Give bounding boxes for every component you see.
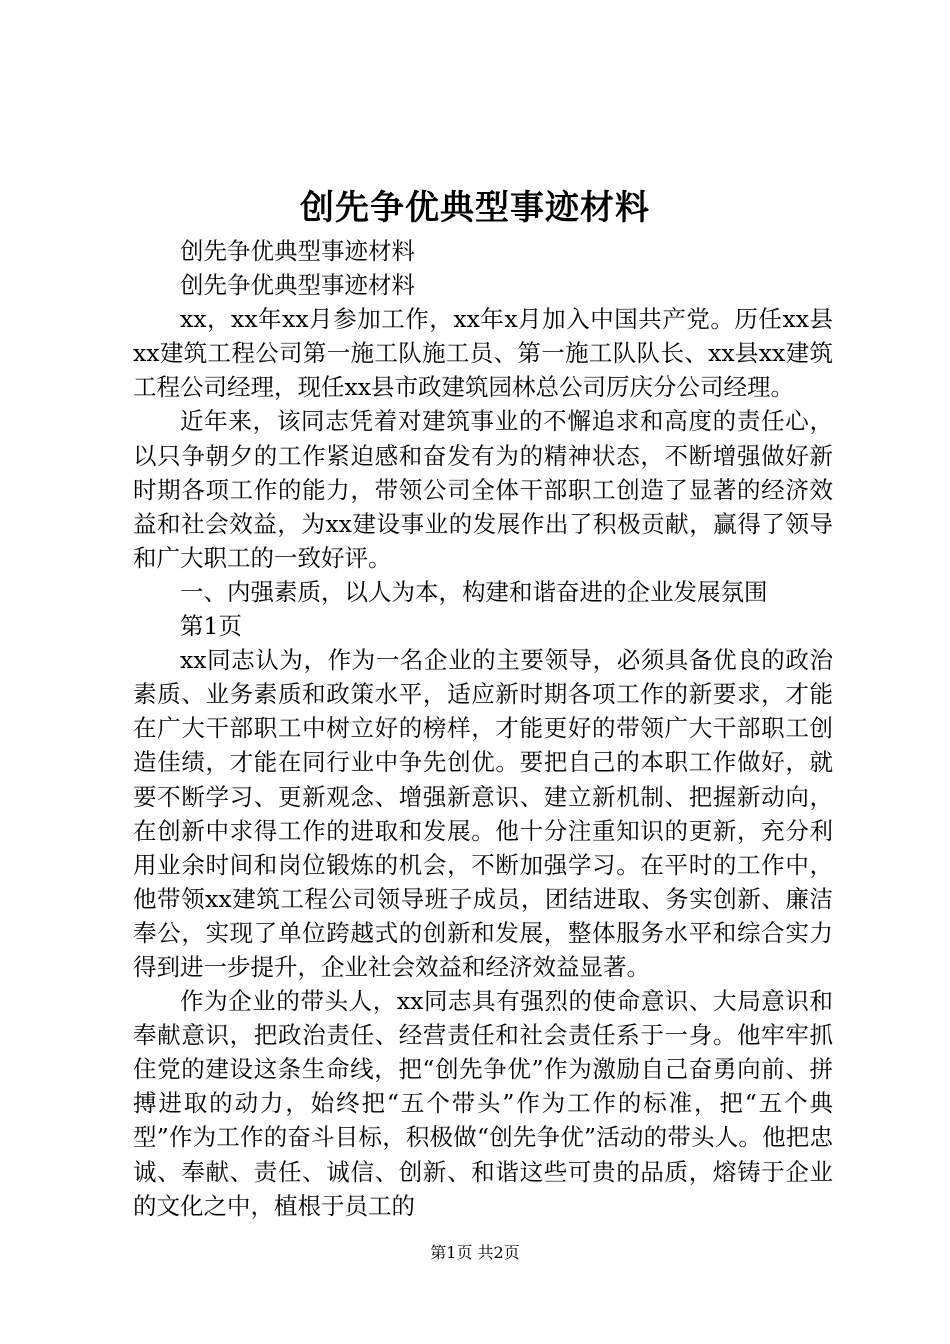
section-heading-1: 一、内强素质，以人为本，构建和谐奋进的企业发展氛围 (180, 577, 768, 606)
document-body (133, 234, 833, 1223)
paragraph-subtitle-2: 创先争优典型事迹材料 (180, 271, 415, 300)
paragraph-leadership: 作为企业的带头人，xx同志具有强烈的使命意识、大局意识和奉献意识，把政治责任、经营责任和社会责任系于一身。他牢牢抓住党的建设这条生命线，把“创先争优”作为激励自己奋勇向前、拼搏进取的动力，始终把“五个带头”作为工作的标准，把“五个典型”作为工作的奋斗目标，积极做“创先争优”活动的带头人。他把忠诚、奉献、责任、诚信、创新、和谐这些可贵的品质，熔铸于企业的文化之中，植根于员工的 (133, 987, 833, 1220)
paragraph-biography: xx，xx年xx月参加工作，xx年x月加入中国共产党。历任xx县xx建筑工程公司第一施工队施工员、第一施工队队长、xx县xx建筑工程公司经理，现任xx县市政建筑园林总公司厉庆分公司经理。 (133, 305, 833, 402)
page-footer: 第1页 共2页 (430, 1243, 520, 1262)
document-title: 创先争优典型事迹材料 (300, 188, 650, 228)
paragraph-summary: 近年来，该同志凭着对建筑事业的不懈追求和高度的责任心，以只争朝夕的工作紧迫感和奋发有为的精神状态，不断增强做好新时期各项工作的能力，带领公司全体干部职工创造了显著的经济效益和社会效益，为xx建设事业的发展作出了积极贡献，赢得了领导和广大职工的一致好评。 (133, 407, 833, 572)
inline-page-marker: 第1页 (180, 612, 242, 641)
paragraph-quality: xx同志认为，作为一名企业的主要领导，必须具备优良的政治素质、业务素质和政策水平，适应新时期各项工作的新要求，才能在广大干部职工中树立好的榜样，才能更好的带领广大干部职工创造佳绩，才能在同行业中争先创优。要把自己的本职工作做好，就要不断学习、更新观念、增强新意识、建立新机制、把握新动向，在创新中求得工作的进取和发展。他十分注重知识的更新，充分利用业余时间和岗位锻炼的机会，不断加强学习。在平时的工作中，他带领xx建筑工程公司领导班子成员，团结进取、务实创新、廉洁奉公，实现了单位跨越式的创新和发展，整体服务水平和综合实力得到进一步提升，企业社会效益和经济效益显著。 (133, 646, 833, 981)
paragraph-subtitle-1: 创先争优典型事迹材料 (180, 237, 415, 265)
